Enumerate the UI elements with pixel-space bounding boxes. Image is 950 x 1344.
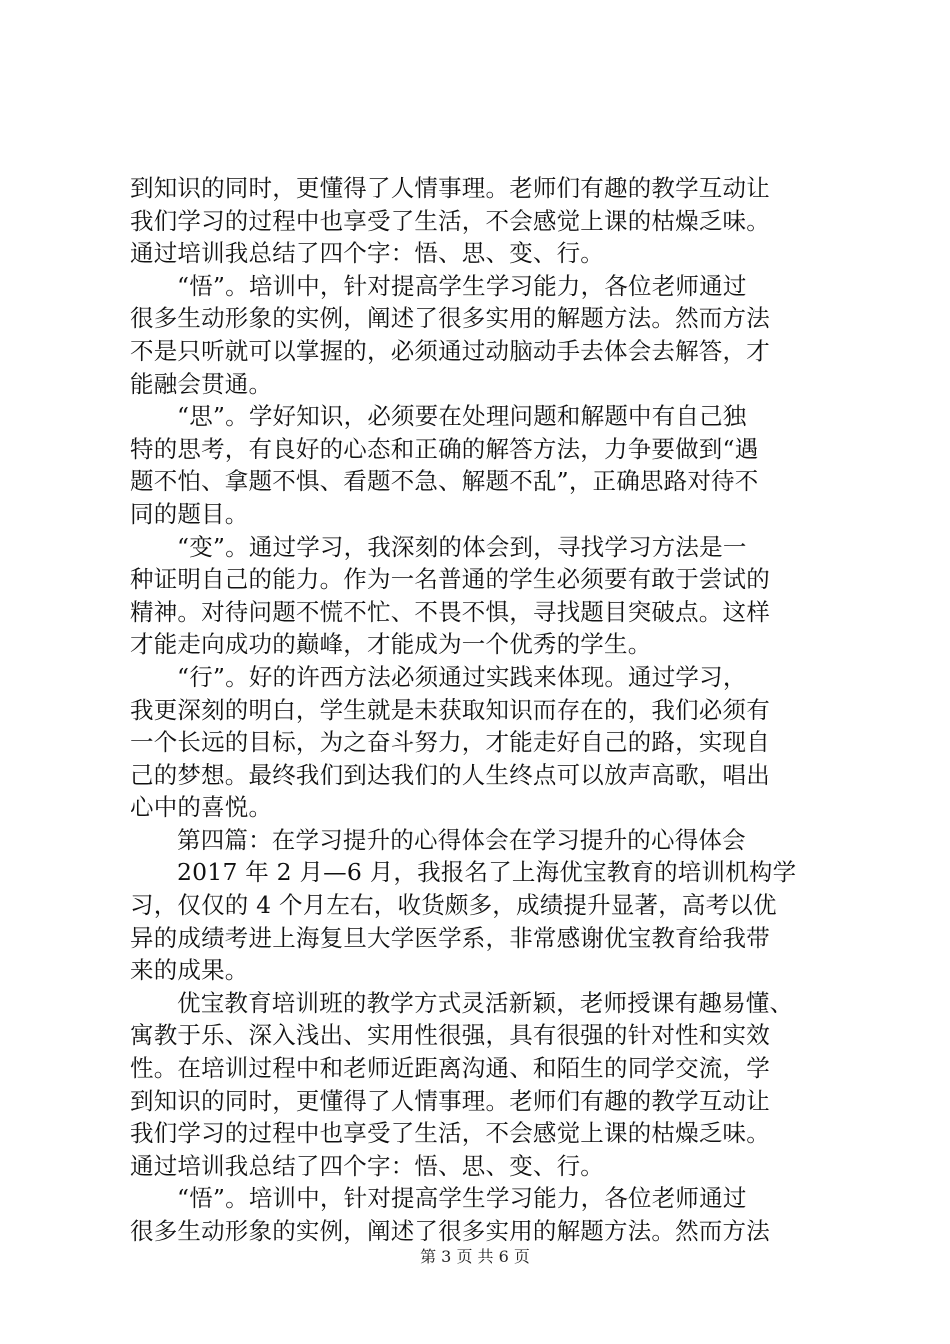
text-line: 能融会贯通。 [130, 369, 273, 398]
text-line: 我更深刻的明白，学生就是未获取知识而存在的，我们必须有 [130, 695, 770, 724]
text-line: 优宝教育培训班的教学方式灵活新颖，老师授课有趣易懂、 [177, 988, 794, 1017]
text-line: “变”。通过学习，我深刻的体会到，寻找学习方法是一 [177, 532, 747, 561]
text-line: 我们学习的过程中也享受了生活，不会感觉上课的枯燥乏味。 [130, 206, 770, 235]
document-body [130, 172, 832, 1248]
text-line: 很多生动形象的实例，阐述了很多实用的解题方法。然而方法 [130, 304, 770, 333]
text-line: 到知识的同时，更懂得了人情事理。老师们有趣的教学互动让 [130, 174, 770, 202]
text-line: 2017 年 2 月—6 月，我报名了上海优宝教育的培训机构学 [177, 858, 797, 887]
text-line: 异的成绩考进上海复旦大学医学系，非常感谢优宝教育给我带 [130, 923, 770, 952]
text-line: 通过培训我总结了四个字：悟、思、变、行。 [130, 239, 604, 268]
text-line: 一个长远的目标，为之奋斗努力，才能走好自己的路，实现自 [130, 728, 770, 757]
text-line: 己的梦想。最终我们到达我们的人生终点可以放声高歌，唱出 [130, 760, 770, 789]
text-line: 我们学习的过程中也享受了生活，不会感觉上课的枯燥乏味。 [130, 1119, 770, 1148]
text-line: “悟”。培训中，针对提高学生学习能力，各位老师通过 [177, 271, 747, 300]
text-line: 到知识的同时，更懂得了人情事理。老师们有趣的教学互动让 [130, 1086, 770, 1115]
text-line: “思”。学好知识，必须要在处理问题和解题中有自己独 [177, 402, 747, 431]
text-line: 很多生动形象的实例，阐述了很多实用的解题方法。然而方法 [130, 1217, 770, 1245]
text-line: 寓教于乐、深入浅出、实用性很强，具有很强的针对性和实效 [130, 1021, 770, 1050]
page-footer: 第 3 页 共 6 页 [420, 1247, 530, 1266]
text-line: 习，仅仅的 4 个月左右，收货颇多，成绩提升显著，高考以优 [130, 891, 777, 920]
text-line: 来的成果。 [130, 956, 249, 985]
text-line: 精神。对待问题不慌不忙、不畏不惧，寻找题目突破点。这样 [130, 597, 770, 626]
text-line: 才能走向成功的巅峰，才能成为一个优秀的学生。 [130, 630, 652, 659]
text-line: “悟”。培训中，针对提高学生学习能力，各位老师通过 [177, 1184, 747, 1213]
text-line: 通过培训我总结了四个字：悟、思、变、行。 [130, 1151, 604, 1180]
text-line: 不是只听就可以掌握的，必须通过动脑动手去体会去解答，才 [130, 336, 770, 365]
text-line: 心中的喜悦。 [130, 793, 273, 822]
text-line: 第四篇：在学习提升的心得体会在学习提升的心得体会 [177, 825, 746, 854]
text-line: 性。在培训过程中和老师近距离沟通、和陌生的同学交流，学 [130, 1054, 770, 1083]
text-line: 种证明自己的能力。作为一名普通的学生必须要有敢于尝试的 [130, 565, 770, 594]
text-line: 题不怕、拿题不惧、看题不急、解题不乱”，正确思路对待不 [130, 467, 759, 496]
text-line: “行”。好的许西方法必须通过实践来体现。通过学习， [177, 662, 747, 691]
text-line: 特的思考，有良好的心态和正确的解答方法，力争要做到“遇 [130, 434, 759, 463]
text-line: 同的题目。 [130, 499, 249, 528]
